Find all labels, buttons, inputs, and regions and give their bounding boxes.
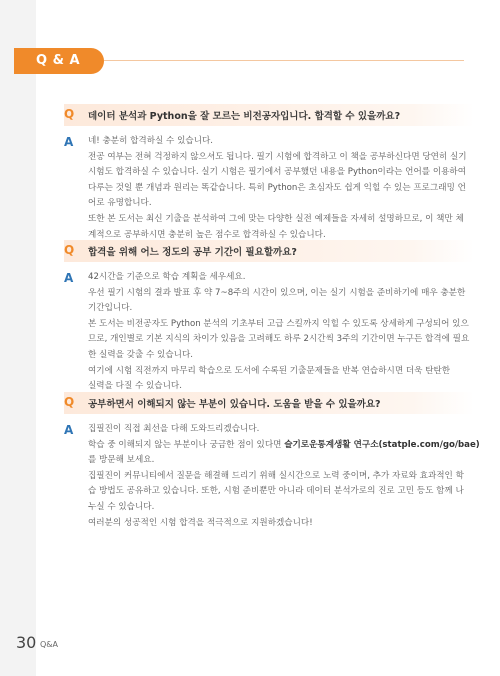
section-header-tab bbox=[14, 48, 104, 74]
qa-item-3 bbox=[64, 392, 480, 531]
question-text: 합격을 위해 어느 정도의 공부 기간이 필요할까요? bbox=[88, 247, 297, 258]
answer-line: 42시간을 기준으로 학습 계획을 세우세요. bbox=[88, 272, 246, 282]
answer-line: 네! 충분히 합격하실 수 있습니다. bbox=[88, 136, 214, 146]
question-row bbox=[64, 240, 474, 262]
answer-line: 여러분의 성공적인 시험 합격을 적극적으로 지원하겠습니다! bbox=[88, 517, 313, 528]
answer-line: 집필진이 직접 최선을 다해 도와드리겠습니다. bbox=[88, 424, 260, 434]
answer-line: 어로 유명합니다. bbox=[88, 198, 152, 209]
answer-marker: A bbox=[64, 271, 74, 285]
answer-marker: A bbox=[64, 135, 74, 149]
qa-item-2 bbox=[64, 240, 474, 395]
answer-line: 전공 여부는 전혀 걱정하지 않으셔도 됩니다. 필기 시험에 합격하고 이 책을 공부하신다면 당연히 실기 bbox=[88, 151, 467, 162]
answer-line: 누실 수 있습니다. bbox=[88, 501, 155, 512]
question-text: 공부하면서 이해되지 않는 부분이 있습니다. 도움을 받을 수 있을까요? bbox=[88, 399, 381, 410]
answer bbox=[64, 134, 474, 243]
running-footer-label: Q&A bbox=[40, 640, 59, 649]
answer-line: 시험도 합격하실 수 있습니다. 실기 시험은 필기에서 공부했던 내용을 Python이라는 언어를 이용하여 bbox=[88, 167, 467, 178]
answer-line-with-link bbox=[88, 438, 480, 454]
answer-line: 습 방법도 공유하고 있습니다. 또한, 시험 준비뿐만 아니라 데이터 분석가로의 진로 고민 등도 함께 나 bbox=[88, 486, 464, 497]
answer-line: 여기에 시험 직전까지 마무리 학습으로 도서에 수록된 기출문제들을 반복 연습하시면 더욱 탄탄한 bbox=[88, 365, 451, 376]
answer-line: 계적으로 공부하시면 충분히 높은 점수로 합격하실 수 있습니다. bbox=[88, 229, 326, 240]
answer-line-start: 학습 중 이해되지 않는 부분이나 궁금한 점이 있다면 bbox=[88, 439, 285, 450]
answer bbox=[64, 270, 474, 395]
answer-line: 기간입니다. bbox=[88, 303, 133, 314]
question-row bbox=[64, 104, 474, 126]
answer-line: 우선 필기 시험의 결과 발표 후 약 7~8주의 시간이 있으며, 이는 실기 시험을 준비하기에 매우 충분한 bbox=[88, 287, 466, 298]
question-text: 데이터 분석과 Python을 잘 모르는 비전공자입니다. 합격할 수 있을까요? bbox=[88, 111, 401, 122]
answer-line: 실력을 다질 수 있습니다. bbox=[88, 381, 182, 392]
question-marker: Q bbox=[64, 395, 75, 409]
page-number: 30 bbox=[16, 633, 37, 652]
answer-marker: A bbox=[64, 423, 74, 437]
question-row bbox=[64, 392, 474, 414]
answer-line: 집필진이 커뮤니티에서 질문을 해결해 드리기 위해 실시간으로 노력 중이며, 추가 자료와 효과적인 학 bbox=[88, 470, 464, 481]
community-link-text: 슬기로운통계생활 연구소(statple.com/go/bae) bbox=[284, 439, 480, 450]
answer bbox=[64, 422, 480, 531]
header-divider-line bbox=[104, 60, 464, 61]
answer-line: 다루는 것일 뿐 개념과 원리는 똑같습니다. 특히 Python은 초심자도 쉽게 익힐 수 있는 프로그래밍 언 bbox=[88, 182, 466, 193]
section-title: Q & A bbox=[36, 53, 81, 68]
answer-line: 본 도서는 비전공자도 Python 분석의 기초부터 고급 스킬까지 익힐 수 있도록 상세하게 구성되어 있으 bbox=[88, 318, 469, 329]
side-margin-strip bbox=[0, 0, 36, 676]
qa-item-1 bbox=[64, 104, 474, 243]
question-marker: Q bbox=[64, 107, 75, 121]
answer-line: 또한 본 도서는 최신 기출을 분석하여 그에 맞는 다양한 실전 예제들을 자세히 설명하므로, 이 책만 체 bbox=[88, 213, 464, 224]
question-marker: Q bbox=[64, 243, 75, 257]
answer-line: 를 방문해 보세요. bbox=[88, 455, 155, 466]
answer-line: 한 실력을 갖출 수 있습니다. bbox=[88, 349, 193, 360]
answer-line: 므로, 개인별로 기본 지식의 차이가 있음을 고려해도 하루 2시간씩 3주의 기간이면 누구든 합격에 필요 bbox=[88, 334, 470, 345]
